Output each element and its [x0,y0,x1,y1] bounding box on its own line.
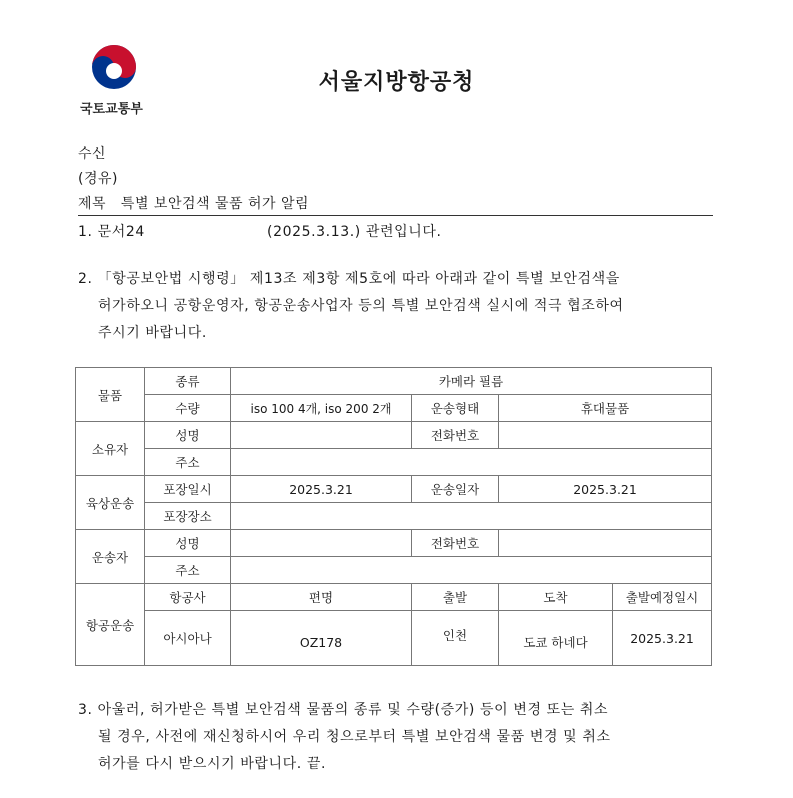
owner-name-label: 성명 [145,422,231,449]
pack-place-value [231,503,712,530]
subject-text: 특별 보안검색 물품 허가 알림 [120,196,310,212]
type-label: 종류 [145,368,231,395]
owner-name-value [231,422,412,449]
carrier-name-value [231,530,412,557]
air-value-airline: 아시아나 [145,611,231,666]
air-header-arrival: 도착 [499,584,613,611]
owner-phone-label: 전화번호 [412,422,499,449]
subject-divider [78,215,713,216]
recipient-label: 수신 [78,146,107,162]
transport-label: 운송형태 [412,395,499,422]
para3-line3: 허가를 다시 받으시기 바랍니다. 끝. [98,756,327,772]
paragraph-1 [78,219,442,246]
ground-label: 육상운송 [76,476,145,530]
owner-addr-label: 주소 [145,449,231,476]
air-header-airline: 항공사 [145,584,231,611]
air-header-departure: 출발 [412,584,499,611]
carrier-name-label: 성명 [145,530,231,557]
air-value-flight: OZ178 [231,611,412,666]
air-header-dep-time: 출발예정일시 [613,584,712,611]
paragraph-3 [78,697,611,778]
air-header-flight: 편명 [231,584,412,611]
owner-addr-value [231,449,712,476]
carrier-addr-label: 주소 [145,557,231,584]
qty-label: 수량 [145,395,231,422]
ministry-name: 국토교통부 [80,102,143,117]
paragraph-2 [78,266,624,347]
para1-date-ref: (2025.3.13.) 관련입니다. [267,224,442,240]
air-label: 항공운송 [76,584,145,666]
pack-date-value: 2025.3.21 [231,476,412,503]
owner-label: 소유자 [76,422,145,476]
air-value-dep-time: 2025.3.21 [613,611,712,666]
subject-label: 제목 [78,196,107,212]
via-label: (경유) [78,171,118,187]
para1-number: 1. [78,224,93,240]
para2-line2: 허가하오니 공항운영자, 항공운송사업자 등의 특별 보안검색 실시에 적극 협조하여 [98,298,624,314]
para2-line1: 2. 「항공보안법 시행령」 제13조 제3항 제5호에 따라 아래과 같이 특별 보안검색을 [78,271,620,287]
permit-table [75,367,712,666]
carrier-phone-label: 전화번호 [412,530,499,557]
para2-line3: 주시기 바랍니다. [98,325,207,341]
owner-phone-value [499,422,712,449]
carrier-addr-value [231,557,712,584]
para1-ref: 문서24 [97,224,145,240]
item-label: 물품 [76,368,145,422]
para3-line1: 3. 아울러, 허가받은 특별 보안검색 물품의 종류 및 수량(증가) 등이 변경 또는 취소 [78,702,609,718]
subject-line [78,193,309,213]
pack-place-label: 포장장소 [145,503,231,530]
type-value: 카메라 필름 [231,368,712,395]
ship-date-value: 2025.3.21 [499,476,712,503]
air-value-departure: 인천 [412,611,499,666]
agency-title: 서울지방항공청 [318,70,475,95]
para3-line2: 될 경우, 사전에 재신청하시어 우리 청으로부터 특별 보안검색 물품 변경 및 취소 [98,729,611,745]
carrier-label: 운송자 [76,530,145,584]
transport-value: 휴대물품 [499,395,712,422]
carrier-phone-value [499,530,712,557]
ship-date-label: 운송일자 [412,476,499,503]
air-value-arrival: 도쿄 하네다 [499,611,613,666]
qty-value: iso 100 4개, iso 200 2개 [231,395,412,422]
pack-date-label: 포장일시 [145,476,231,503]
